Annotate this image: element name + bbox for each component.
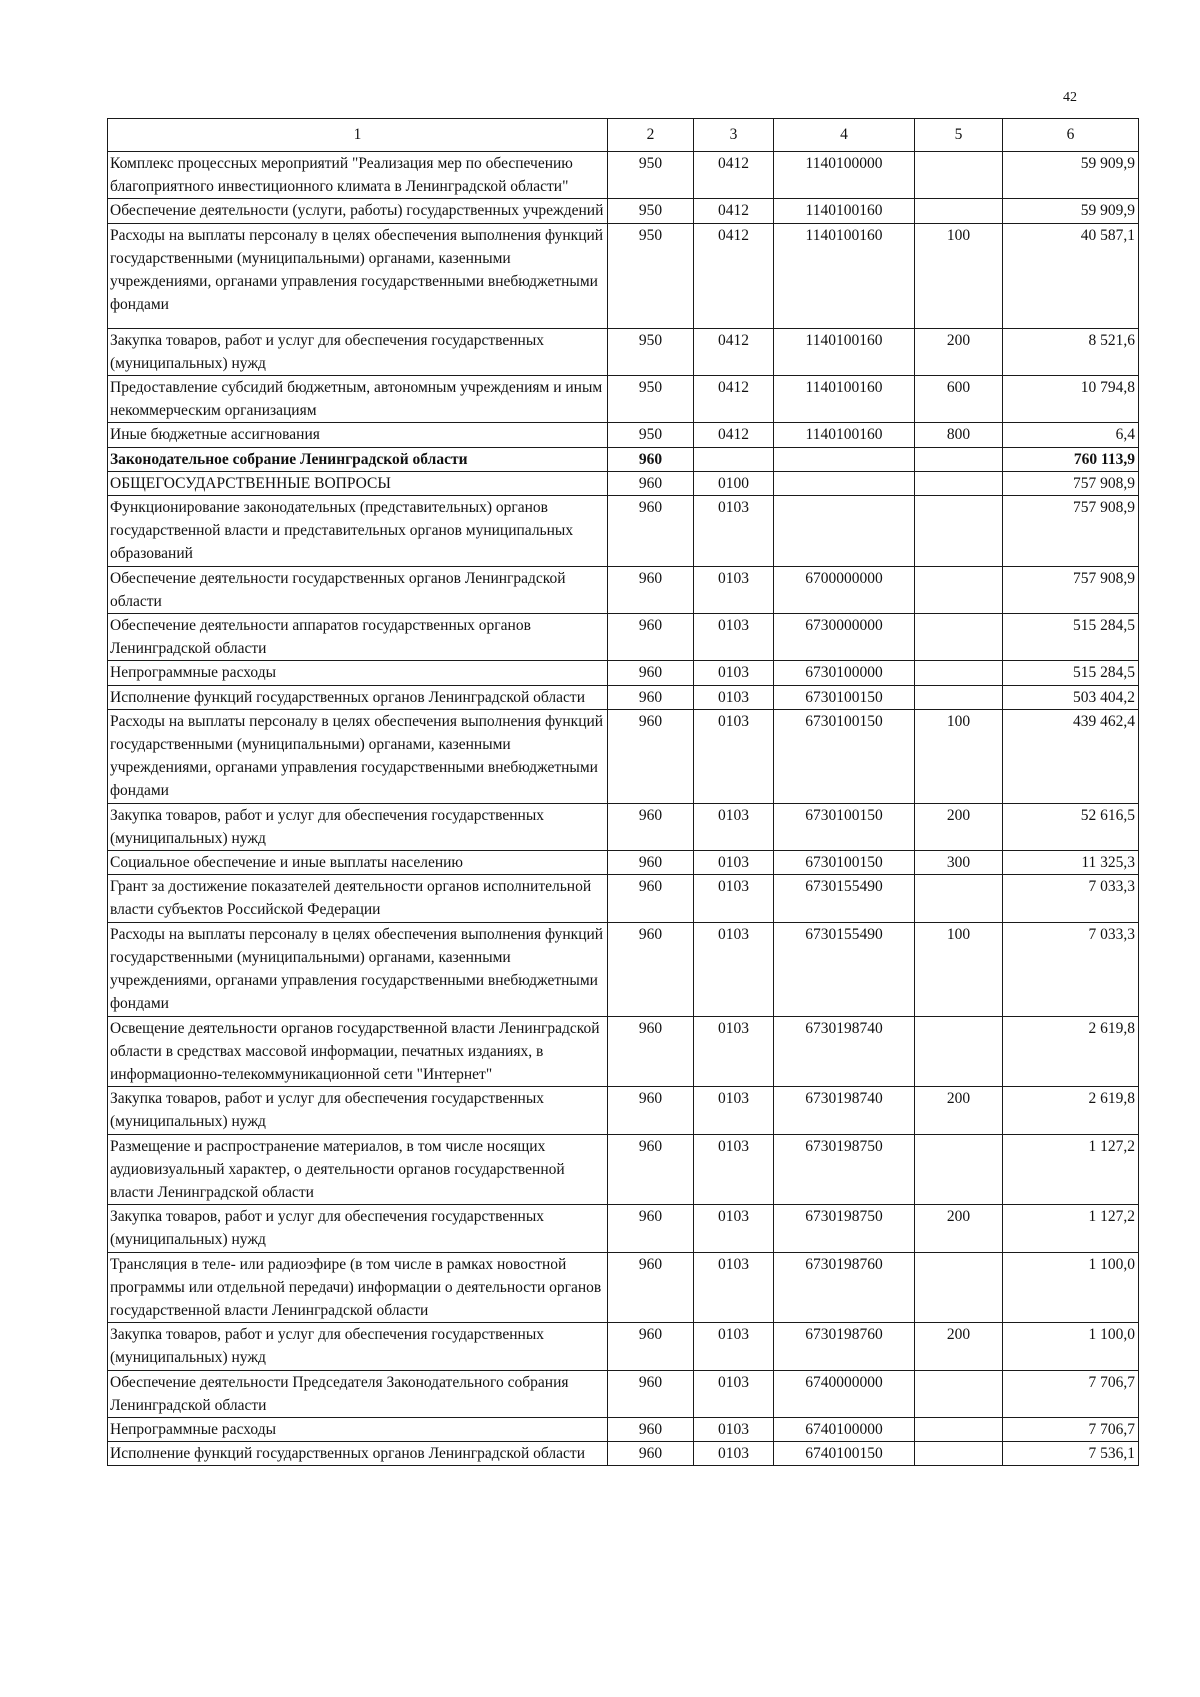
row-amount-cell: 503 404,2 bbox=[1003, 685, 1139, 709]
budget-table bbox=[107, 118, 1139, 1466]
row-target-code-cell: 1140100160 bbox=[774, 376, 915, 423]
row-name-cell: Обеспечение деятельности государственных органов Ленинградской области bbox=[108, 566, 608, 613]
table-row bbox=[108, 614, 1139, 661]
row-section-code-cell: 0412 bbox=[694, 423, 774, 447]
row-name-cell: Законодательное собрание Ленинградской области bbox=[108, 447, 608, 471]
row-expense-type-cell bbox=[915, 661, 1003, 685]
row-section-code-cell: 0103 bbox=[694, 1442, 774, 1466]
row-section-code-cell: 0103 bbox=[694, 614, 774, 661]
table-row bbox=[108, 496, 1139, 567]
table-row bbox=[108, 1087, 1139, 1134]
row-section-code-cell: 0103 bbox=[694, 1087, 774, 1134]
row-name-cell: Предоставление субсидий бюджетным, автономным учреждениям и иным некоммерческим организациям bbox=[108, 376, 608, 423]
row-amount-cell: 10 794,8 bbox=[1003, 376, 1139, 423]
row-name-cell: Непрограммные расходы bbox=[108, 661, 608, 685]
row-section-code-cell: 0103 bbox=[694, 851, 774, 875]
row-admin-code-cell: 960 bbox=[608, 566, 694, 613]
row-section-code-cell: 0412 bbox=[694, 223, 774, 328]
row-amount-cell: 515 284,5 bbox=[1003, 614, 1139, 661]
row-admin-code-cell: 950 bbox=[608, 223, 694, 328]
row-amount-cell: 11 325,3 bbox=[1003, 851, 1139, 875]
row-expense-type-cell: 200 bbox=[915, 328, 1003, 375]
row-admin-code-cell: 960 bbox=[608, 1323, 694, 1370]
row-expense-type-cell: 200 bbox=[915, 803, 1003, 850]
row-expense-type-cell: 100 bbox=[915, 223, 1003, 328]
table-row bbox=[108, 709, 1139, 803]
row-name-cell: Социальное обеспечение и иные выплаты населению bbox=[108, 851, 608, 875]
row-admin-code-cell: 960 bbox=[608, 1016, 694, 1087]
row-amount-cell: 757 908,9 bbox=[1003, 471, 1139, 495]
row-expense-type-cell bbox=[915, 1370, 1003, 1417]
row-admin-code-cell: 960 bbox=[608, 1087, 694, 1134]
row-expense-type-cell bbox=[915, 199, 1003, 223]
row-expense-type-cell bbox=[915, 496, 1003, 567]
row-amount-cell: 515 284,5 bbox=[1003, 661, 1139, 685]
row-section-code-cell: 0103 bbox=[694, 1134, 774, 1205]
row-target-code-cell: 6740000000 bbox=[774, 1370, 915, 1417]
row-admin-code-cell: 960 bbox=[608, 496, 694, 567]
row-admin-code-cell: 960 bbox=[608, 1370, 694, 1417]
table-row bbox=[108, 1370, 1139, 1417]
table-row bbox=[108, 328, 1139, 375]
header-cell-1: 1 bbox=[108, 119, 608, 152]
row-name-cell: Закупка товаров, работ и услуг для обеспечения государственных (муниципальных) нужд bbox=[108, 328, 608, 375]
table-row bbox=[108, 1442, 1139, 1466]
row-target-code-cell: 6740100000 bbox=[774, 1417, 915, 1441]
row-amount-cell: 1 100,0 bbox=[1003, 1323, 1139, 1370]
row-admin-code-cell: 960 bbox=[608, 922, 694, 1016]
row-target-code-cell: 6730198750 bbox=[774, 1205, 915, 1252]
row-target-code-cell: 1140100160 bbox=[774, 223, 915, 328]
row-amount-cell: 59 909,9 bbox=[1003, 152, 1139, 199]
row-expense-type-cell bbox=[915, 152, 1003, 199]
table-row bbox=[108, 1252, 1139, 1323]
table-header-row bbox=[108, 119, 1139, 152]
row-admin-code-cell: 960 bbox=[608, 1205, 694, 1252]
row-section-code-cell: 0412 bbox=[694, 199, 774, 223]
table-row bbox=[108, 447, 1139, 471]
table-row bbox=[108, 851, 1139, 875]
row-target-code-cell: 6730000000 bbox=[774, 614, 915, 661]
row-name-cell: Размещение и распространение материалов, в том числе носящих аудиовизуальный характер, о деятельности органов государственной власти Ленинградской области bbox=[108, 1134, 608, 1205]
row-section-code-cell bbox=[694, 447, 774, 471]
row-expense-type-cell bbox=[915, 566, 1003, 613]
row-section-code-cell: 0103 bbox=[694, 1417, 774, 1441]
row-admin-code-cell: 960 bbox=[608, 875, 694, 922]
row-section-code-cell: 0103 bbox=[694, 1252, 774, 1323]
row-admin-code-cell: 960 bbox=[608, 614, 694, 661]
row-target-code-cell: 1140100160 bbox=[774, 199, 915, 223]
row-section-code-cell: 0100 bbox=[694, 471, 774, 495]
header-cell-2: 2 bbox=[608, 119, 694, 152]
row-target-code-cell: 6730198760 bbox=[774, 1252, 915, 1323]
row-amount-cell: 59 909,9 bbox=[1003, 199, 1139, 223]
table-row bbox=[108, 423, 1139, 447]
row-name-cell: Закупка товаров, работ и услуг для обеспечения государственных (муниципальных) нужд bbox=[108, 803, 608, 850]
table-row bbox=[108, 1205, 1139, 1252]
row-name-cell: Закупка товаров, работ и услуг для обеспечения государственных (муниципальных) нужд bbox=[108, 1205, 608, 1252]
row-amount-cell: 2 619,8 bbox=[1003, 1016, 1139, 1087]
row-target-code-cell: 6730155490 bbox=[774, 922, 915, 1016]
row-amount-cell: 7 033,3 bbox=[1003, 875, 1139, 922]
row-expense-type-cell bbox=[915, 1442, 1003, 1466]
row-admin-code-cell: 960 bbox=[608, 661, 694, 685]
row-target-code-cell: 6730100150 bbox=[774, 851, 915, 875]
row-name-cell: Комплекс процессных мероприятий "Реализация мер по обеспечению благоприятного инвестиционного климата в Ленинградской области" bbox=[108, 152, 608, 199]
row-expense-type-cell: 600 bbox=[915, 376, 1003, 423]
row-expense-type-cell bbox=[915, 1016, 1003, 1087]
row-expense-type-cell: 100 bbox=[915, 922, 1003, 1016]
row-amount-cell: 7 706,7 bbox=[1003, 1417, 1139, 1441]
row-admin-code-cell: 950 bbox=[608, 152, 694, 199]
row-target-code-cell: 1140100160 bbox=[774, 328, 915, 375]
header-cell-5: 5 bbox=[915, 119, 1003, 152]
row-name-cell: Освещение деятельности органов государственной власти Ленинградской области в средствах массовой информации, печатных изданиях, в информационно-телекоммуникационной сети "Интернет" bbox=[108, 1016, 608, 1087]
row-amount-cell: 8 521,6 bbox=[1003, 328, 1139, 375]
row-target-code-cell: 6730100150 bbox=[774, 709, 915, 803]
row-admin-code-cell: 960 bbox=[608, 803, 694, 850]
row-target-code-cell: 6730198760 bbox=[774, 1323, 915, 1370]
row-target-code-cell bbox=[774, 496, 915, 567]
row-name-cell: Трансляция в теле- или радиоэфире (в том числе в рамках новостной программы или отдельной передачи) информации о деятельности органов государственной власти Ленинградской области bbox=[108, 1252, 608, 1323]
row-name-cell: Исполнение функций государственных органов Ленинградской области bbox=[108, 1442, 608, 1466]
row-expense-type-cell bbox=[915, 614, 1003, 661]
table-row bbox=[108, 1417, 1139, 1441]
row-expense-type-cell: 200 bbox=[915, 1323, 1003, 1370]
row-target-code-cell: 6730155490 bbox=[774, 875, 915, 922]
row-section-code-cell: 0103 bbox=[694, 709, 774, 803]
row-amount-cell: 7 033,3 bbox=[1003, 922, 1139, 1016]
row-name-cell: Непрограммные расходы bbox=[108, 1417, 608, 1441]
table-body bbox=[108, 119, 1139, 1466]
row-section-code-cell: 0412 bbox=[694, 376, 774, 423]
row-section-code-cell: 0103 bbox=[694, 1370, 774, 1417]
row-expense-type-cell: 200 bbox=[915, 1087, 1003, 1134]
row-name-cell: Обеспечение деятельности аппаратов государственных органов Ленинградской области bbox=[108, 614, 608, 661]
row-admin-code-cell: 960 bbox=[608, 471, 694, 495]
row-expense-type-cell bbox=[915, 471, 1003, 495]
row-admin-code-cell: 950 bbox=[608, 423, 694, 447]
row-admin-code-cell: 950 bbox=[608, 328, 694, 375]
row-target-code-cell bbox=[774, 471, 915, 495]
row-name-cell: Расходы на выплаты персоналу в целях обеспечения выполнения функций государственными (муниципальными) органами, казенными учреждениями, органами управления государственными внебюджетными фондами bbox=[108, 223, 608, 328]
row-amount-cell: 760 113,9 bbox=[1003, 447, 1139, 471]
row-target-code-cell: 6730100150 bbox=[774, 685, 915, 709]
row-name-cell: Закупка товаров, работ и услуг для обеспечения государственных (муниципальных) нужд bbox=[108, 1087, 608, 1134]
row-name-cell: Грант за достижение показателей деятельности органов исполнительной власти субъектов Российской Федерации bbox=[108, 875, 608, 922]
table-row bbox=[108, 1134, 1139, 1205]
row-section-code-cell: 0103 bbox=[694, 566, 774, 613]
row-amount-cell: 757 908,9 bbox=[1003, 566, 1139, 613]
row-section-code-cell: 0103 bbox=[694, 875, 774, 922]
row-expense-type-cell bbox=[915, 875, 1003, 922]
row-expense-type-cell bbox=[915, 1134, 1003, 1205]
row-admin-code-cell: 960 bbox=[608, 709, 694, 803]
row-name-cell: Иные бюджетные ассигнования bbox=[108, 423, 608, 447]
row-target-code-cell: 6730198740 bbox=[774, 1016, 915, 1087]
row-name-cell: Расходы на выплаты персоналу в целях обеспечения выполнения функций государственными (муниципальными) органами, казенными учреждениями, органами управления государственными внебюджетными фондами bbox=[108, 709, 608, 803]
table-row bbox=[108, 152, 1139, 199]
table-row bbox=[108, 661, 1139, 685]
row-amount-cell: 439 462,4 bbox=[1003, 709, 1139, 803]
row-target-code-cell: 1140100160 bbox=[774, 423, 915, 447]
row-section-code-cell: 0103 bbox=[694, 1323, 774, 1370]
row-admin-code-cell: 960 bbox=[608, 447, 694, 471]
row-admin-code-cell: 960 bbox=[608, 1417, 694, 1441]
row-amount-cell: 40 587,1 bbox=[1003, 223, 1139, 328]
row-target-code-cell: 6740100150 bbox=[774, 1442, 915, 1466]
row-expense-type-cell: 200 bbox=[915, 1205, 1003, 1252]
row-target-code-cell: 1140100000 bbox=[774, 152, 915, 199]
row-section-code-cell: 0103 bbox=[694, 803, 774, 850]
table-row bbox=[108, 376, 1139, 423]
table-row bbox=[108, 1323, 1139, 1370]
row-section-code-cell: 0103 bbox=[694, 1016, 774, 1087]
table-row bbox=[108, 875, 1139, 922]
row-section-code-cell: 0412 bbox=[694, 328, 774, 375]
table-row bbox=[108, 1016, 1139, 1087]
row-target-code-cell: 6730198750 bbox=[774, 1134, 915, 1205]
row-target-code-cell: 6700000000 bbox=[774, 566, 915, 613]
row-section-code-cell: 0103 bbox=[694, 685, 774, 709]
row-expense-type-cell: 100 bbox=[915, 709, 1003, 803]
table-row bbox=[108, 566, 1139, 613]
table-row bbox=[108, 685, 1139, 709]
row-admin-code-cell: 950 bbox=[608, 199, 694, 223]
row-expense-type-cell: 800 bbox=[915, 423, 1003, 447]
row-name-cell: Закупка товаров, работ и услуг для обеспечения государственных (муниципальных) нужд bbox=[108, 1323, 608, 1370]
row-section-code-cell: 0103 bbox=[694, 922, 774, 1016]
table-row bbox=[108, 803, 1139, 850]
row-name-cell: Расходы на выплаты персоналу в целях обеспечения выполнения функций государственными (муниципальными) органами, казенными учреждениями, органами управления государственными внебюджетными фондами bbox=[108, 922, 608, 1016]
header-cell-3: 3 bbox=[694, 119, 774, 152]
row-name-cell: Обеспечение деятельности Председателя Законодательного собрания Ленинградской области bbox=[108, 1370, 608, 1417]
row-expense-type-cell bbox=[915, 1417, 1003, 1441]
row-admin-code-cell: 950 bbox=[608, 376, 694, 423]
table-row bbox=[108, 223, 1139, 328]
row-section-code-cell: 0103 bbox=[694, 1205, 774, 1252]
row-target-code-cell: 6730198740 bbox=[774, 1087, 915, 1134]
row-section-code-cell: 0103 bbox=[694, 496, 774, 567]
row-expense-type-cell bbox=[915, 685, 1003, 709]
table-row bbox=[108, 922, 1139, 1016]
row-admin-code-cell: 960 bbox=[608, 1134, 694, 1205]
row-admin-code-cell: 960 bbox=[608, 1252, 694, 1323]
row-amount-cell: 7 536,1 bbox=[1003, 1442, 1139, 1466]
row-name-cell: ОБЩЕГОСУДАРСТВЕННЫЕ ВОПРОСЫ bbox=[108, 471, 608, 495]
row-amount-cell: 6,4 bbox=[1003, 423, 1139, 447]
header-cell-6: 6 bbox=[1003, 119, 1139, 152]
row-amount-cell: 7 706,7 bbox=[1003, 1370, 1139, 1417]
row-expense-type-cell: 300 bbox=[915, 851, 1003, 875]
row-amount-cell: 1 100,0 bbox=[1003, 1252, 1139, 1323]
row-target-code-cell bbox=[774, 447, 915, 471]
row-amount-cell: 1 127,2 bbox=[1003, 1134, 1139, 1205]
table-row bbox=[108, 471, 1139, 495]
row-name-cell: Исполнение функций государственных органов Ленинградской области bbox=[108, 685, 608, 709]
row-section-code-cell: 0103 bbox=[694, 661, 774, 685]
row-admin-code-cell: 960 bbox=[608, 851, 694, 875]
row-expense-type-cell bbox=[915, 447, 1003, 471]
row-target-code-cell: 6730100150 bbox=[774, 803, 915, 850]
row-expense-type-cell bbox=[915, 1252, 1003, 1323]
row-name-cell: Функционирование законодательных (представительных) органов государственной власти и представительных органов муниципальных образований bbox=[108, 496, 608, 567]
row-amount-cell: 2 619,8 bbox=[1003, 1087, 1139, 1134]
row-amount-cell: 52 616,5 bbox=[1003, 803, 1139, 850]
row-amount-cell: 1 127,2 bbox=[1003, 1205, 1139, 1252]
row-section-code-cell: 0412 bbox=[694, 152, 774, 199]
row-target-code-cell: 6730100000 bbox=[774, 661, 915, 685]
row-name-cell: Обеспечение деятельности (услуги, работы) государственных учреждений bbox=[108, 199, 608, 223]
header-cell-4: 4 bbox=[774, 119, 915, 152]
page-number: 42 bbox=[1063, 90, 1077, 105]
row-admin-code-cell: 960 bbox=[608, 1442, 694, 1466]
row-amount-cell: 757 908,9 bbox=[1003, 496, 1139, 567]
row-admin-code-cell: 960 bbox=[608, 685, 694, 709]
table-row bbox=[108, 199, 1139, 223]
